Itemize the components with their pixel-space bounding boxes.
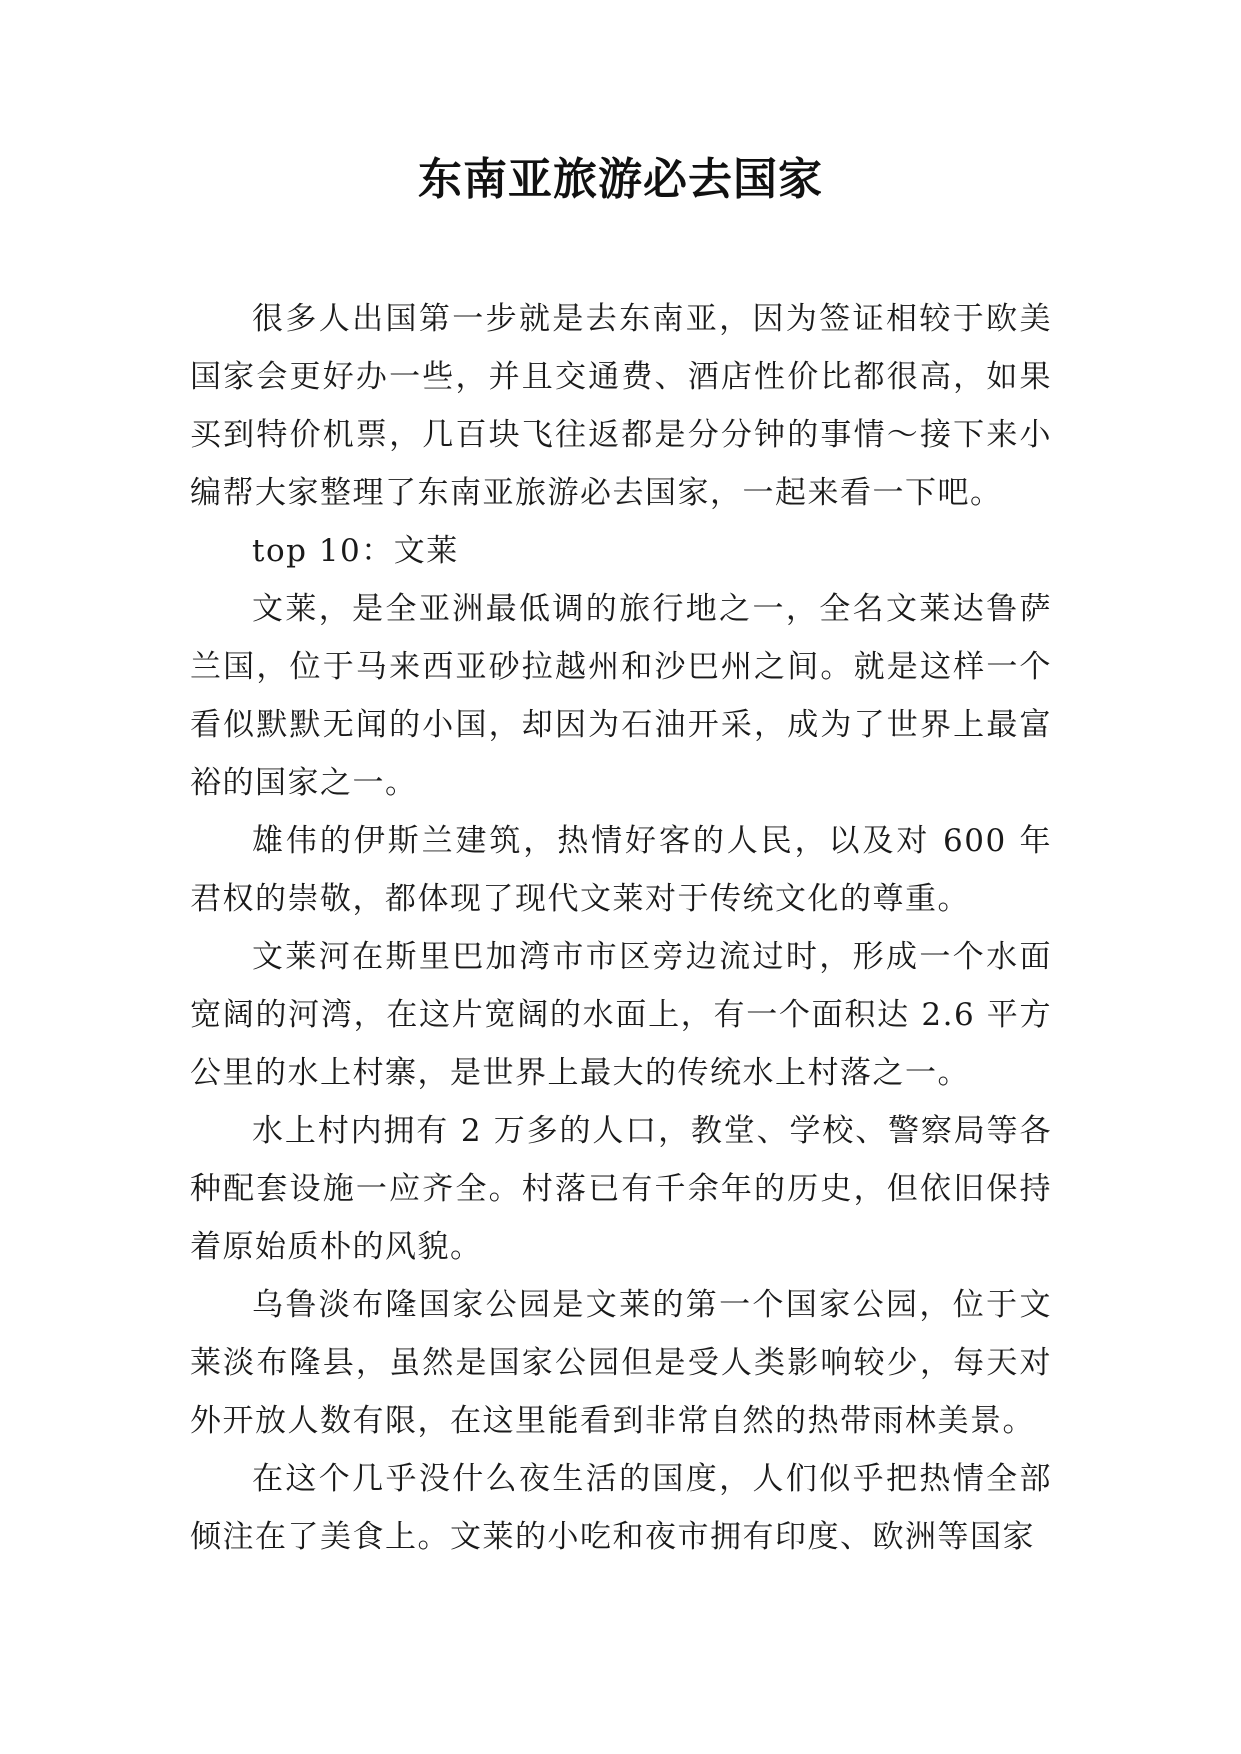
paragraph-national-park: 乌鲁淡布隆国家公园是文莱的第一个国家公园，位于文莱淡布隆县，虽然是国家公园但是受人类影响较少，每天对外开放人数有限，在这里能看到非常自然的热带雨林美景。 bbox=[190, 1287, 1052, 1439]
section-heading-top10: top 10：文莱 bbox=[252, 533, 459, 569]
paragraph-brunei-culture: 雄伟的伊斯兰建筑，热情好客的人民，以及对 600 年君权的崇敬，都体现了现代文莱对于传统文化的尊重。 bbox=[190, 823, 1052, 917]
paragraph-water-village: 水上村内拥有 2 万多的人口，教堂、学校、警察局等各种配套设施一应齐全。村落已有千余年的历史，但依旧保持着原始质朴的风貌。 bbox=[190, 1113, 1052, 1265]
paragraph-food: 在这个几乎没什么夜生活的国度，人们似乎把热情全部倾注在了美食上。文莱的小吃和夜市拥有印度、欧洲等国家 bbox=[190, 1461, 1052, 1555]
document-title: 东南亚旅游必去国家 bbox=[418, 154, 823, 205]
paragraph-intro: 很多人出国第一步就是去东南亚，因为签证相较于欧美国家会更好办一些，并且交通费、酒店性价比都很高，如果买到特价机票，几百块飞往返都是分分钟的事情～接下来小编帮大家整理了东南亚旅游必去国家，一起来看一下吧。 bbox=[190, 301, 1052, 511]
paragraph-brunei-river: 文莱河在斯里巴加湾市市区旁边流过时，形成一个水面宽阔的河湾，在这片宽阔的水面上，有一个面积达 2.6 平方公里的水上村寨，是世界上最大的传统水上村落之一。 bbox=[190, 939, 1052, 1091]
document-body bbox=[190, 290, 1052, 1566]
paragraph-brunei-overview: 文莱，是全亚洲最低调的旅行地之一，全名文莱达鲁萨兰国，位于马来西亚砂拉越州和沙巴州之间。就是这样一个看似默默无闻的小国，却因为石油开采，成为了世界上最富裕的国家之一。 bbox=[190, 591, 1052, 801]
